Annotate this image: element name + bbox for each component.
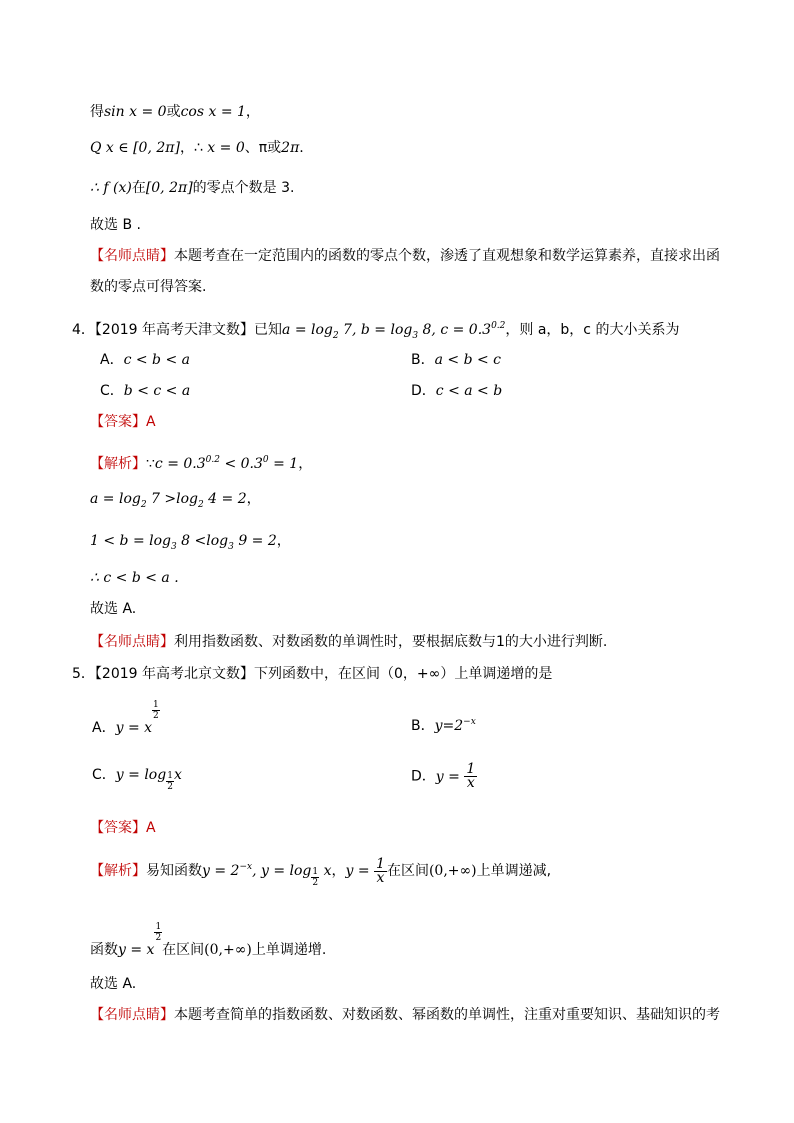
option-label: B． xyxy=(411,352,435,368)
math: $1 < b = \log_3 8 <\log_3$ 9 = 2 xyxy=(90,533,277,552)
stem-text: 已知 xyxy=(254,322,283,338)
q4-option-d[interactable] xyxy=(411,381,502,401)
text: ， xyxy=(245,104,260,120)
option-math: y = x $\frac{1}{2}$ xyxy=(115,700,159,736)
text: 上单调递增. xyxy=(251,942,327,958)
text: 在区间 xyxy=(386,863,429,879)
text: 得 xyxy=(90,104,104,120)
option-label: D． xyxy=(411,383,436,399)
option-text: c < b < a xyxy=(123,352,190,368)
text: ， xyxy=(298,456,313,472)
source-tag: 【2019 年高考北京文数】 xyxy=(94,666,255,682)
math: (0,+∞) xyxy=(204,942,252,958)
math: ∵ xyxy=(146,456,155,472)
q4-analysis-1 xyxy=(90,450,312,474)
option-math: $y=2^{-x}$ xyxy=(434,717,476,734)
analysis-tag: 【解析】 xyxy=(90,456,146,472)
q4-analysis-4: ∴ c < b < a . xyxy=(90,570,179,586)
q5-option-d[interactable] xyxy=(411,763,477,790)
text: 函数 xyxy=(90,942,118,958)
math: y = $\frac{1}{x}$ xyxy=(345,855,385,886)
option-text: c < a < b xyxy=(435,383,503,399)
q4-answer xyxy=(90,412,156,432)
q5-option-a[interactable] xyxy=(92,700,160,740)
option-label: A． xyxy=(100,352,124,368)
solution-line-1 xyxy=(90,102,260,122)
q4-analysis-3 xyxy=(90,531,291,557)
tip-text: 本题考查在一定范围内的函数的零点个数，渗透了直观想象和数学运算素养，直接求出函 xyxy=(174,248,720,264)
text: ， xyxy=(276,533,291,549)
text: 易知函数 xyxy=(146,863,202,879)
text: 上单调递减, xyxy=(476,863,552,879)
tip-line-1 xyxy=(90,246,720,266)
answer-tag: 【答案】 xyxy=(90,414,146,430)
q5-choose: 故选 A. xyxy=(90,976,137,992)
q4-option-a[interactable] xyxy=(100,350,190,370)
text: . xyxy=(299,140,304,156)
tip-tag: 【名师点睛】 xyxy=(90,1007,174,1023)
text: 的零点个数是 3. xyxy=(192,180,295,196)
math: (0,+∞) xyxy=(428,863,477,879)
math: $a = \log_2 7 >\log_2$ 4 = 2 xyxy=(90,491,247,510)
q5-tip xyxy=(90,1005,720,1025)
math: cos x = 1 xyxy=(180,104,246,120)
q5-analysis-1 xyxy=(90,857,551,888)
math: ∴ f (x) xyxy=(90,180,132,196)
q4-choose: 故选 A. xyxy=(90,601,137,617)
math-def: $a = \log_2 7$, $b = \log_3 8$, $c = 0.3^{0.2}$ xyxy=(282,321,506,341)
option-math: y = log $\frac{1}{2}$ x xyxy=(115,767,182,792)
text: ， xyxy=(246,491,261,507)
option-text: a < b < c xyxy=(434,352,502,368)
tip-text: 利用指数函数、对数函数的单调性时，要根据底数与1的大小进行判断. xyxy=(174,634,608,650)
q5-option-c[interactable] xyxy=(92,765,182,801)
math: 2π xyxy=(281,140,300,156)
source-tag: 【2019 年高考天津文数】 xyxy=(94,322,255,338)
tip-tag: 【名师点睛】 xyxy=(90,248,174,264)
solution-line-3 xyxy=(90,178,294,198)
math: $c = 0.3^{0.2} < 0.3^0 = 1$ xyxy=(154,455,299,472)
text: ， xyxy=(331,863,346,879)
question-5-stem xyxy=(72,664,552,684)
text: 或 xyxy=(166,104,181,120)
math: y = x $\frac{1}{2}$ xyxy=(118,922,162,958)
math: Q x ∈ [0, 2π] xyxy=(90,140,180,156)
text: 在 xyxy=(131,180,146,196)
answer-value: A xyxy=(146,820,156,836)
tip-tag: 【名师点睛】 xyxy=(90,634,174,650)
text: 、π或 xyxy=(244,140,282,156)
question-4-stem xyxy=(72,316,679,346)
tip-line-2: 数的零点可得答案. xyxy=(90,279,207,295)
answer-tag: 【答案】 xyxy=(90,820,146,836)
q4-option-b[interactable] xyxy=(411,350,501,370)
option-label: C． xyxy=(92,767,116,783)
q4-tip xyxy=(90,632,607,652)
answer-value: A xyxy=(146,414,156,430)
choose-line: 故选 B . xyxy=(90,217,141,233)
option-label: A． xyxy=(92,720,116,736)
q5-answer xyxy=(90,818,156,838)
q4-analysis-2 xyxy=(90,489,261,515)
analysis-tag: 【解析】 xyxy=(90,863,146,879)
question-number: 4． xyxy=(72,322,95,338)
stem-text: 下列函数中，在区间（0，+∞）上单调递增的是 xyxy=(254,666,553,682)
option-math: y = $\frac{1}{x}$ xyxy=(435,761,476,791)
math: sin x = 0 xyxy=(104,104,167,120)
option-label: D． xyxy=(411,768,436,785)
text: 在区间 xyxy=(162,942,205,958)
option-text: b < c < a xyxy=(123,383,191,399)
stem-text: ，则 a，b，c 的大小关系为 xyxy=(505,322,680,338)
q5-analysis-2 xyxy=(90,922,326,960)
math: [0, 2π] xyxy=(145,180,193,196)
option-label: B． xyxy=(411,718,435,734)
q4-option-c[interactable] xyxy=(100,381,190,401)
solution-line-2 xyxy=(90,138,304,158)
math: $y = 2^{-x}$, y = log $\frac{1}{2}$ x xyxy=(202,862,332,888)
question-number: 5． xyxy=(72,666,95,682)
math: x = 0 xyxy=(207,140,245,156)
option-label: C． xyxy=(100,383,124,399)
q5-option-b[interactable] xyxy=(411,712,476,736)
text: ，∴ xyxy=(179,140,208,156)
tip-text: 本题考查简单的指数函数、对数函数、幂函数的单调性，注重对重要知识、基础知识的考 xyxy=(174,1007,720,1023)
